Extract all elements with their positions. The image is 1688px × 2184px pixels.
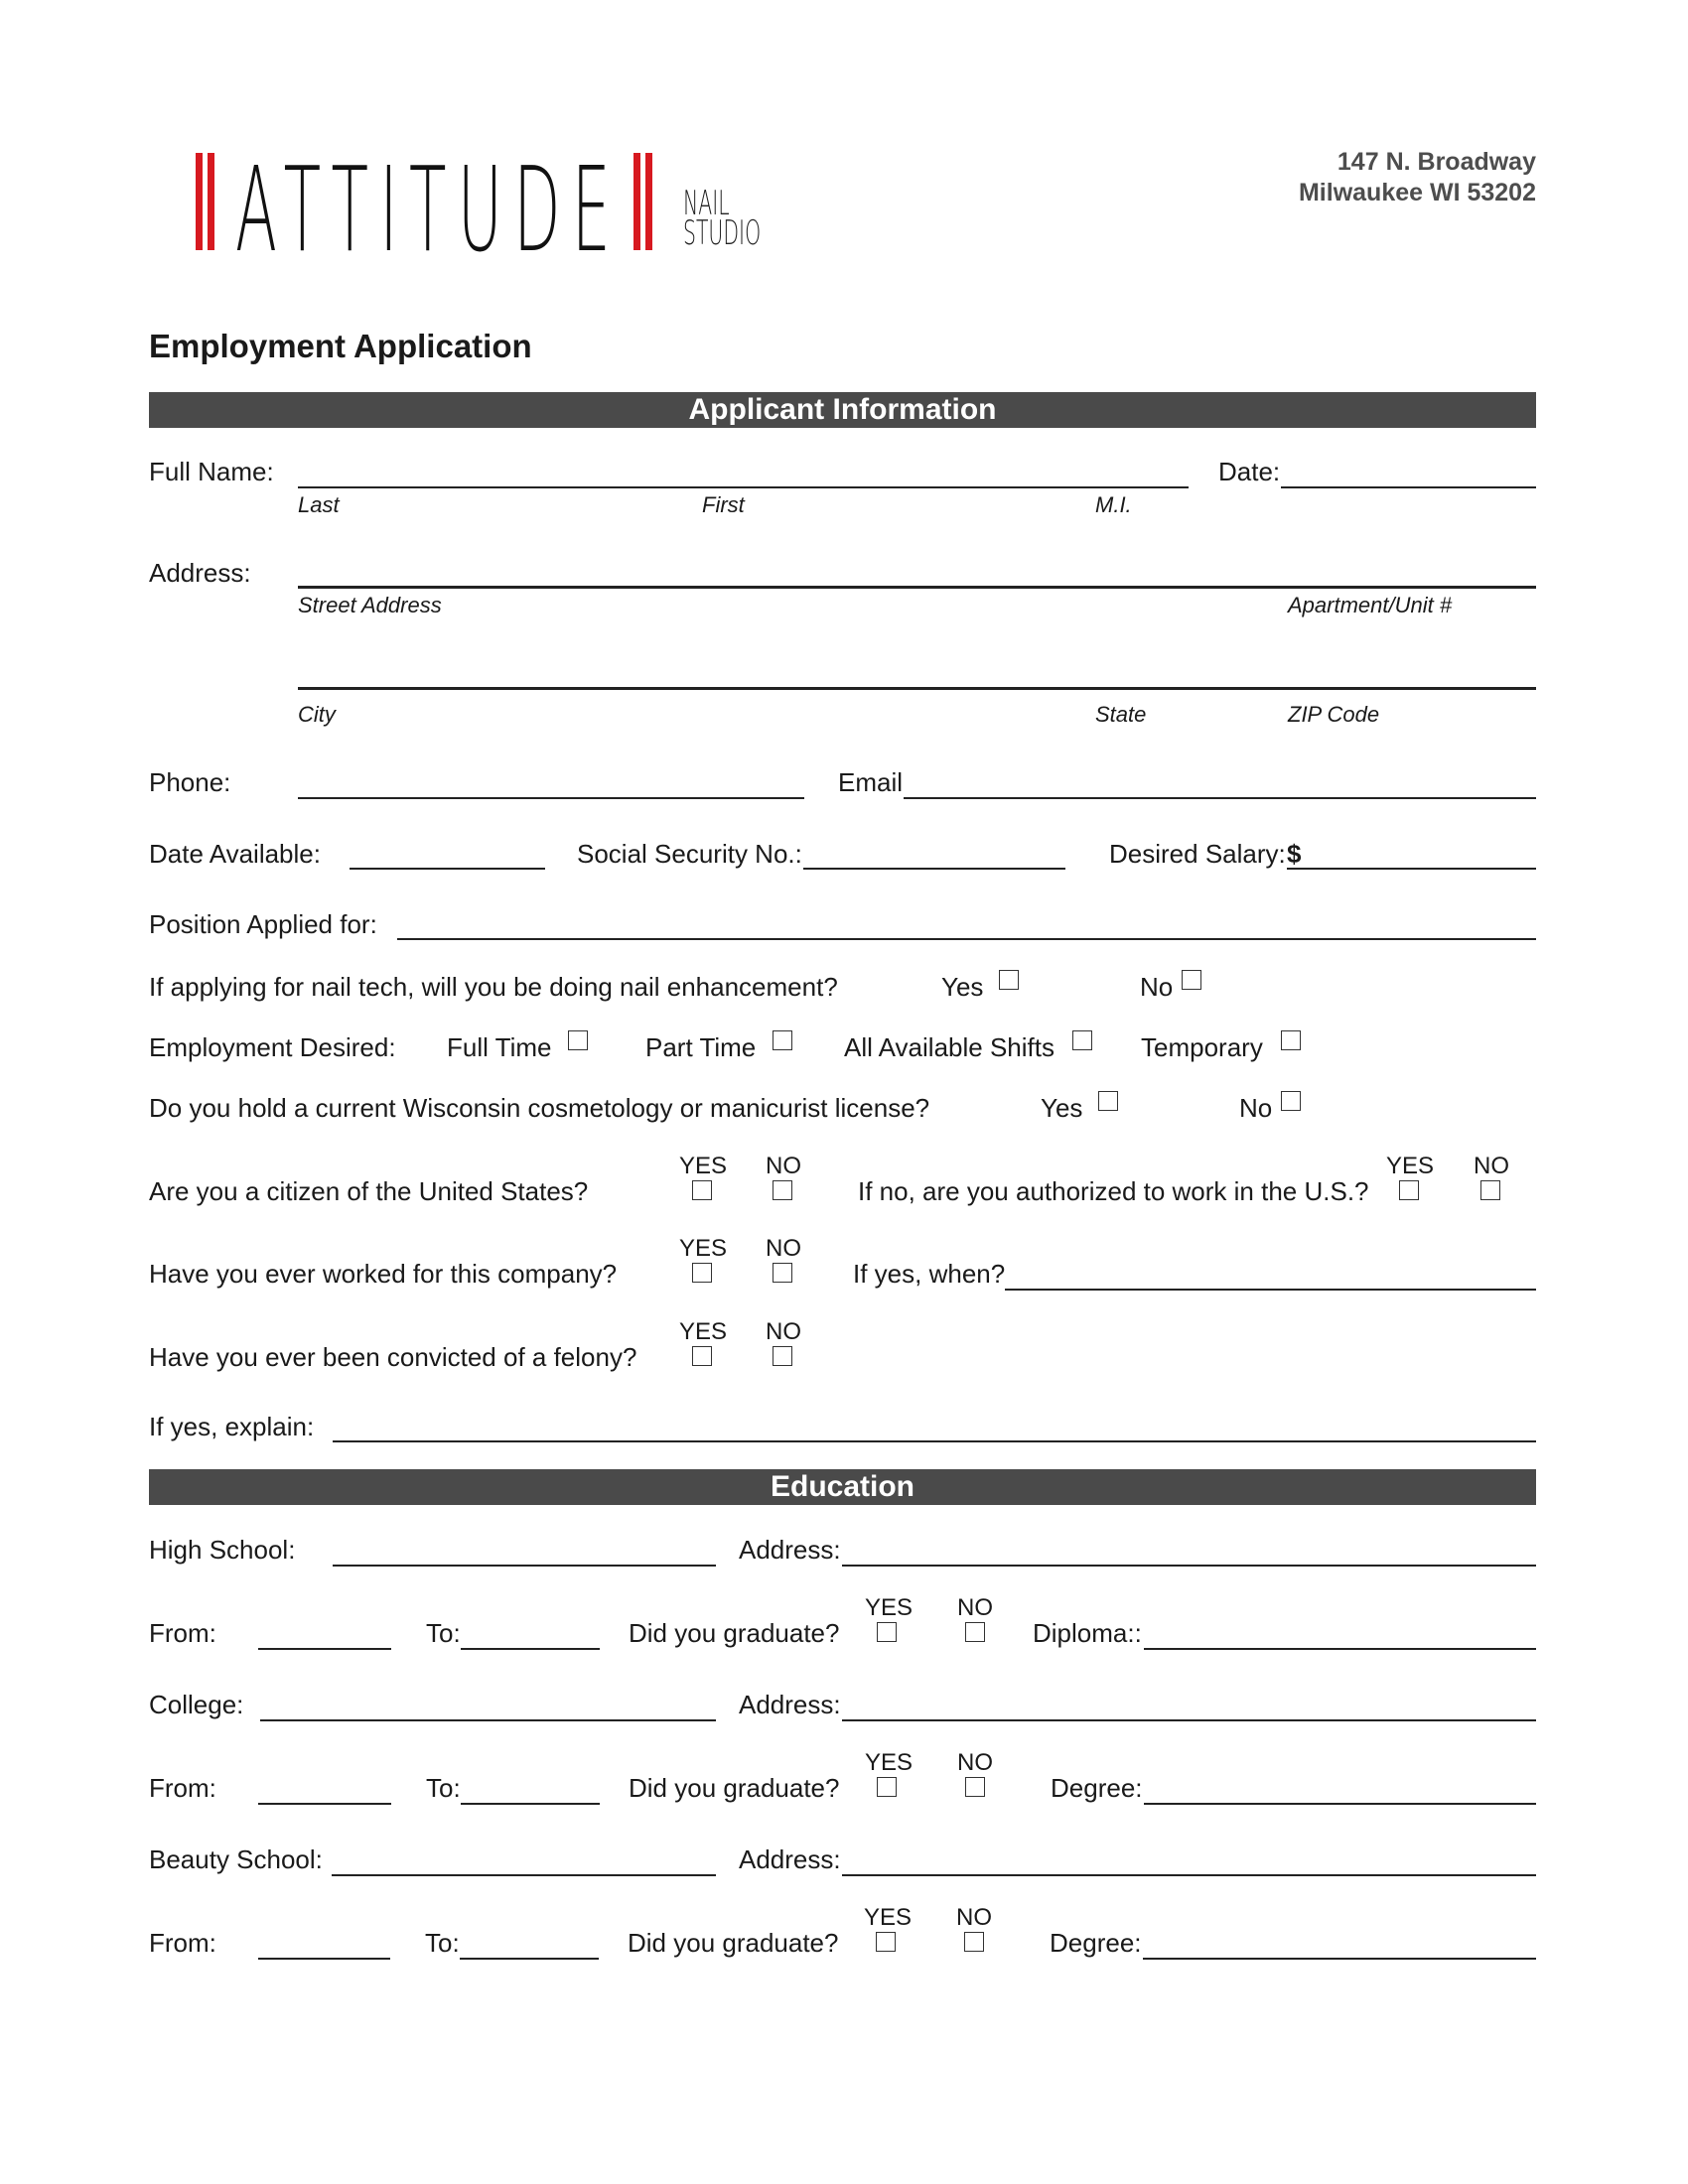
beauty-school-yes-checkbox[interactable] <box>876 1932 896 1952</box>
full-name-label: Full Name: <box>149 457 274 486</box>
email-field[interactable] <box>904 797 1536 799</box>
nail-tech-yes-checkbox[interactable] <box>999 970 1019 990</box>
college-from-label: From: <box>149 1773 216 1803</box>
phone-label: Phone: <box>149 767 231 797</box>
college-from-field[interactable] <box>258 1803 391 1805</box>
license-yes-label: Yes <box>1041 1093 1083 1123</box>
part-time-checkbox[interactable] <box>773 1030 792 1050</box>
employment-desired-label: Employment Desired: <box>149 1032 396 1062</box>
full-time-label: Full Time <box>447 1032 552 1062</box>
college-field[interactable] <box>260 1719 716 1721</box>
college-yes-label: YES <box>865 1749 914 1776</box>
apartment-caption: Apartment/Unit # <box>1288 593 1453 617</box>
felony-yes-label: YES <box>679 1318 728 1345</box>
high-school-no-label: NO <box>957 1594 993 1621</box>
desired-salary-field[interactable] <box>1287 868 1536 870</box>
diploma-field[interactable] <box>1144 1648 1536 1650</box>
beauty-school-degree-field[interactable] <box>1143 1958 1536 1960</box>
beauty-school-yes-label: YES <box>864 1904 913 1931</box>
worked-yes-checkbox[interactable] <box>692 1263 712 1283</box>
diploma-label: Diploma:: <box>1033 1618 1142 1648</box>
temporary-label: Temporary <box>1141 1032 1263 1062</box>
logo-sub-nail: NAIL <box>683 184 730 223</box>
worked-no-label: NO <box>766 1235 801 1262</box>
street-address-field[interactable] <box>298 586 1536 589</box>
beauty-school-from-label: From: <box>149 1928 216 1958</box>
worked-no-checkbox[interactable] <box>773 1263 792 1283</box>
zip-caption: ZIP Code <box>1288 702 1380 727</box>
full-time-checkbox[interactable] <box>568 1030 588 1050</box>
desired-salary-label: Desired Salary: <box>1109 839 1286 869</box>
college-no-label: NO <box>957 1749 993 1776</box>
felony-no-checkbox[interactable] <box>773 1346 792 1366</box>
beauty-school-to-field[interactable] <box>460 1958 599 1960</box>
nail-tech-yes-label: Yes <box>941 972 984 1002</box>
part-time-label: Part Time <box>645 1032 757 1062</box>
beauty-school-address-label: Address: <box>739 1844 841 1874</box>
high-school-field[interactable] <box>333 1565 716 1567</box>
license-no-label: No <box>1239 1093 1273 1123</box>
worked-yes-label: YES <box>679 1235 728 1262</box>
middle-initial-caption: M.I. <box>1095 492 1132 517</box>
high-school-label: High School: <box>149 1535 296 1565</box>
high-school-graduate-question: Did you graduate? <box>629 1618 840 1648</box>
address-label: Address: <box>149 558 251 588</box>
high-school-to-label: To: <box>426 1618 461 1648</box>
date-available-label: Date Available: <box>149 839 321 869</box>
authorized-no-label: NO <box>1474 1153 1509 1179</box>
position-field[interactable] <box>397 938 1536 940</box>
city-state-zip-field[interactable] <box>298 687 1536 690</box>
beauty-school-address-field[interactable] <box>842 1874 1536 1876</box>
email-label: Email <box>838 767 904 797</box>
city-caption: City <box>298 702 336 727</box>
all-shifts-checkbox[interactable] <box>1072 1030 1092 1050</box>
last-name-caption: Last <box>298 492 340 517</box>
college-degree-label: Degree: <box>1051 1773 1143 1803</box>
college-address-label: Address: <box>739 1690 841 1719</box>
beauty-school-label: Beauty School: <box>149 1844 323 1874</box>
logo-word: ATTITUDE <box>235 141 623 278</box>
college-to-label: To: <box>426 1773 461 1803</box>
date-label: Date: <box>1218 457 1281 486</box>
section-header-applicant: Applicant Information <box>149 392 1536 428</box>
date-field[interactable] <box>1281 486 1536 488</box>
high-school-yes-label: YES <box>865 1594 914 1621</box>
college-address-field[interactable] <box>842 1719 1536 1721</box>
street-address-caption: Street Address <box>298 593 442 617</box>
authorized-yes-checkbox[interactable] <box>1399 1180 1419 1200</box>
beauty-school-from-field[interactable] <box>258 1958 390 1960</box>
date-available-field[interactable] <box>350 868 545 870</box>
high-school-from-label: From: <box>149 1618 216 1648</box>
first-name-caption: First <box>702 492 745 517</box>
temporary-checkbox[interactable] <box>1281 1030 1301 1050</box>
beauty-school-graduate-question: Did you graduate? <box>628 1928 839 1958</box>
felony-question: Have you ever been convicted of a felony? <box>149 1342 637 1372</box>
beauty-school-field[interactable] <box>332 1874 716 1876</box>
beauty-school-degree-label: Degree: <box>1050 1928 1142 1958</box>
beauty-school-no-label: NO <box>956 1904 992 1931</box>
high-school-to-field[interactable] <box>461 1648 600 1650</box>
high-school-no-checkbox[interactable] <box>965 1622 985 1642</box>
if-yes-when-label: If yes, when? <box>853 1259 1006 1289</box>
authorized-question: If no, are you authorized to work in the U.S.? <box>858 1176 1369 1206</box>
page-title: Employment Application <box>149 328 532 364</box>
beauty-school-to-label: To: <box>425 1928 460 1958</box>
nail-tech-no-label: No <box>1140 972 1174 1002</box>
college-degree-field[interactable] <box>1144 1803 1536 1805</box>
college-no-checkbox[interactable] <box>965 1777 985 1797</box>
felony-yes-checkbox[interactable] <box>692 1346 712 1366</box>
state-caption: State <box>1095 702 1147 727</box>
college-label: College: <box>149 1690 244 1719</box>
license-yes-checkbox[interactable] <box>1098 1091 1118 1111</box>
phone-field[interactable] <box>298 797 804 799</box>
full-name-field[interactable] <box>298 486 1189 488</box>
high-school-from-field[interactable] <box>258 1648 391 1650</box>
worked-question: Have you ever worked for this company? <box>149 1259 618 1289</box>
college-to-field[interactable] <box>461 1803 600 1805</box>
high-school-yes-checkbox[interactable] <box>877 1622 897 1642</box>
high-school-address-field[interactable] <box>842 1565 1536 1567</box>
nail-tech-question: If applying for nail tech, will you be doing nail enhancement? <box>149 972 838 1002</box>
authorized-no-checkbox[interactable] <box>1480 1180 1500 1200</box>
section-header-education: Education <box>149 1469 1536 1505</box>
address-line-1: 147 N. Broadway <box>1336 148 1536 176</box>
logo <box>194 141 770 278</box>
dollar-sign: $ <box>1287 839 1302 869</box>
authorized-yes-label: YES <box>1386 1153 1435 1179</box>
ssn-label: Social Security No.: <box>577 839 802 869</box>
felony-no-label: NO <box>766 1318 801 1345</box>
citizen-question: Are you a citizen of the United States? <box>149 1176 589 1206</box>
if-yes-when-field[interactable] <box>1005 1289 1536 1291</box>
address-line-2: Milwaukee WI 53202 <box>1298 179 1536 206</box>
license-question: Do you hold a current Wisconsin cosmetology or manicurist license? <box>149 1093 930 1123</box>
if-yes-explain-label: If yes, explain: <box>149 1412 315 1441</box>
citizen-yes-checkbox[interactable] <box>692 1180 712 1200</box>
beauty-school-no-checkbox[interactable] <box>964 1932 984 1952</box>
high-school-address-label: Address: <box>739 1535 841 1565</box>
company-address <box>1299 147 1536 208</box>
all-shifts-label: All Available Shifts <box>844 1032 1055 1062</box>
logo-sub-studio: STUDIO <box>683 213 762 253</box>
explain-field[interactable] <box>333 1440 1536 1442</box>
nail-tech-no-checkbox[interactable] <box>1182 970 1201 990</box>
citizen-no-label: NO <box>766 1153 801 1179</box>
position-label: Position Applied for: <box>149 909 377 939</box>
ssn-field[interactable] <box>803 868 1065 870</box>
college-yes-checkbox[interactable] <box>877 1777 897 1797</box>
license-no-checkbox[interactable] <box>1281 1091 1301 1111</box>
citizen-no-checkbox[interactable] <box>773 1180 792 1200</box>
college-graduate-question: Did you graduate? <box>629 1773 840 1803</box>
citizen-yes-label: YES <box>679 1153 728 1179</box>
